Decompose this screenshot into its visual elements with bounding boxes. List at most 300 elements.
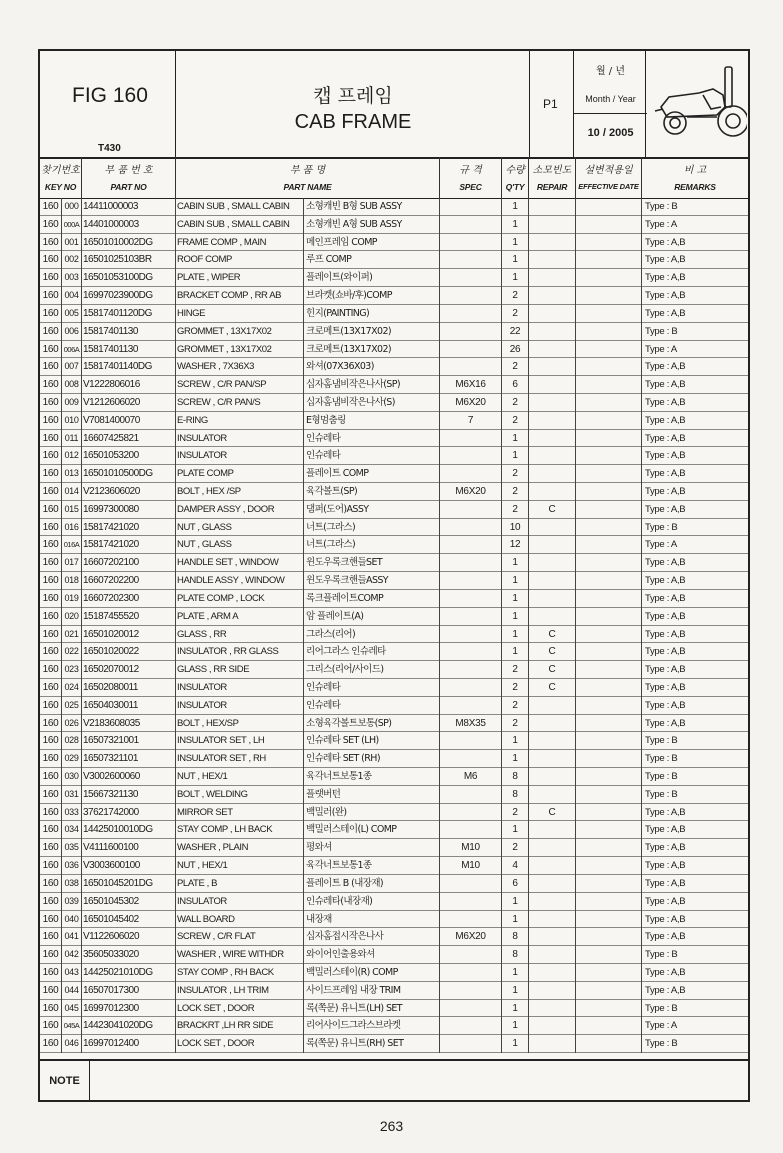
key-no-header-kr: 찾기번호 xyxy=(41,165,80,176)
spec-cell xyxy=(440,590,502,608)
repair-frequency-cell xyxy=(529,964,576,982)
part-name-en-cell: GLASS , RR SIDE xyxy=(176,661,304,679)
part-name-en-cell: BOLT , HEX /SP xyxy=(176,483,304,501)
page-number: 263 xyxy=(379,1118,404,1134)
table-row xyxy=(40,964,748,982)
table-row xyxy=(40,234,748,252)
page-label: P1 xyxy=(543,97,558,111)
spec-cell xyxy=(440,946,502,964)
remarks-cell: Type : A xyxy=(645,218,677,230)
part-number-cell: 16997012300 xyxy=(82,1000,176,1018)
part-name-kr-cell: 윈도우록크핸들SET xyxy=(304,554,440,572)
part-name-kr-cell: 십자홈접시작은나사 xyxy=(304,928,440,946)
effective-date-cell xyxy=(576,1017,642,1035)
part-name-kr-cell: 크로메트(13X17X02) xyxy=(304,341,440,359)
quantity-cell: 1 xyxy=(502,626,529,644)
table-row xyxy=(40,198,748,216)
spec-cell xyxy=(440,234,502,252)
repair-frequency-cell xyxy=(529,750,576,768)
table-row xyxy=(40,857,748,875)
effective-date-cell xyxy=(576,839,642,857)
part-name-en-cell: HINGE xyxy=(176,305,304,323)
remarks-cell: Type : B xyxy=(645,325,678,337)
table-row xyxy=(40,501,748,519)
part-name-header-kr: 부 품 명 xyxy=(289,165,326,176)
repair-frequency-cell xyxy=(529,608,576,626)
repair-frequency-cell xyxy=(529,483,576,501)
remarks-cell: Type : A,B xyxy=(645,414,686,426)
item-no-cell: 000 xyxy=(62,198,82,216)
remarks-cell: Type : B xyxy=(645,735,678,747)
part-number-cell: 16502080011 xyxy=(82,679,176,697)
part-name-en-cell: WALL BOARD xyxy=(176,911,304,929)
repair-header-kr: 소모빈도 xyxy=(532,165,572,176)
table-row xyxy=(40,821,748,839)
part-name-en-cell: ROOF COMP xyxy=(176,251,304,269)
table-row xyxy=(40,483,748,501)
remarks-cell: Type : A xyxy=(645,539,677,551)
quantity-cell: 1 xyxy=(502,251,529,269)
spec-cell: M6 xyxy=(440,768,502,786)
key-no-cell: 160 xyxy=(40,465,62,483)
part-number-cell: 35605033020 xyxy=(82,946,176,964)
key-no-cell: 160 xyxy=(40,519,62,537)
quantity-cell: 2 xyxy=(502,465,529,483)
spec-cell xyxy=(440,501,502,519)
part-name-kr-cell: 록크플레이트COMP xyxy=(304,590,440,608)
remarks-cell: Type : A,B xyxy=(645,842,686,854)
remarks-cell: Type : B xyxy=(645,788,678,800)
part-number-cell: 16997300080 xyxy=(82,501,176,519)
quantity-cell: 1 xyxy=(502,964,529,982)
part-name-kr-cell: 그라스(리어) xyxy=(304,626,440,644)
quantity-cell: 1 xyxy=(502,234,529,252)
item-no-cell: 006A xyxy=(62,341,82,359)
month-year-value: 10 / 2005 xyxy=(587,127,634,139)
spec-cell: 7 xyxy=(440,412,502,430)
part-name-en-cell: DAMPER ASSY , DOOR xyxy=(176,501,304,519)
repair-frequency-cell: C xyxy=(529,643,576,661)
key-no-cell: 160 xyxy=(40,1017,62,1035)
part-number-cell: 16507321101 xyxy=(82,750,176,768)
part-number-cell: 15817401140DG xyxy=(82,358,176,376)
item-no-cell: 044 xyxy=(62,982,82,1000)
effective-date-cell xyxy=(576,216,642,234)
effective-date-cell xyxy=(576,857,642,875)
item-no-cell: 003 xyxy=(62,269,82,287)
remarks-cell: Type : B xyxy=(645,1038,678,1050)
effective-date-cell xyxy=(576,608,642,626)
table-row xyxy=(40,394,748,412)
effective-date-cell xyxy=(576,928,642,946)
part-number-cell: 14411000003 xyxy=(82,198,176,216)
part-name-kr-cell: 백밀러스테이(L) COMP xyxy=(304,821,440,839)
remarks-cell: Type : B xyxy=(645,201,678,212)
table-row xyxy=(40,982,748,1000)
part-name-en-cell: BOLT , HEX/SP xyxy=(176,715,304,733)
effective-date-cell xyxy=(576,234,642,252)
part-name-en-cell: LOCK SET , DOOR xyxy=(176,1035,304,1053)
part-name-en-cell: BRACKRT ,LH RR SIDE xyxy=(176,1017,304,1035)
spec-cell xyxy=(440,341,502,359)
repair-frequency-cell: C xyxy=(529,626,576,644)
part-number-cell: 16504030011 xyxy=(82,697,176,715)
repair-frequency-cell xyxy=(529,768,576,786)
key-no-cell: 160 xyxy=(40,1000,62,1018)
part-number-cell: V2183608035 xyxy=(82,715,176,733)
key-no-cell: 160 xyxy=(40,786,62,804)
repair-frequency-cell xyxy=(529,269,576,287)
table-row xyxy=(40,269,748,287)
table-row xyxy=(40,412,748,430)
key-no-cell: 160 xyxy=(40,857,62,875)
part-number-cell: 16507017300 xyxy=(82,982,176,1000)
table-row xyxy=(40,1000,748,1018)
effective-date-cell xyxy=(576,768,642,786)
part-name-en-cell: INSULATOR xyxy=(176,697,304,715)
part-name-en-cell: E-RING xyxy=(176,412,304,430)
item-no-cell: 025 xyxy=(62,697,82,715)
item-no-cell: 039 xyxy=(62,893,82,911)
remarks-cell: Type : A,B xyxy=(645,236,686,248)
remarks-cell: Type : A,B xyxy=(645,860,686,872)
quantity-cell: 8 xyxy=(502,768,529,786)
spec-cell xyxy=(440,358,502,376)
quantity-cell: 1 xyxy=(502,1000,529,1018)
effective-date-cell xyxy=(576,251,642,269)
spec-cell: M6X16 xyxy=(440,376,502,394)
key-no-cell: 160 xyxy=(40,251,62,269)
effective-date-cell xyxy=(576,376,642,394)
spec-cell xyxy=(440,251,502,269)
part-name-en-cell: GROMMET , 13X17X02 xyxy=(176,341,304,359)
quantity-cell: 2 xyxy=(502,679,529,697)
spec-cell: M10 xyxy=(440,857,502,875)
repair-frequency-cell xyxy=(529,358,576,376)
part-name-kr-cell: 육각너트보통1종 xyxy=(304,857,440,875)
part-name-en-cell: HANDLE SET , WINDOW xyxy=(176,554,304,572)
key-no-cell: 160 xyxy=(40,412,62,430)
table-row xyxy=(40,928,748,946)
item-no-cell: 035 xyxy=(62,839,82,857)
repair-frequency-cell xyxy=(529,447,576,465)
remarks-cell: Type : A,B xyxy=(645,895,686,907)
item-no-cell: 021 xyxy=(62,626,82,644)
part-name-en-cell: WASHER , WIRE WITHDR xyxy=(176,946,304,964)
table-row xyxy=(40,1017,748,1035)
key-no-cell: 160 xyxy=(40,341,62,359)
part-number-cell: V3002600060 xyxy=(82,768,176,786)
remarks-cell: Type : B xyxy=(645,949,678,961)
part-number-cell: 15817401130 xyxy=(82,323,176,341)
key-no-cell: 160 xyxy=(40,875,62,893)
key-no-cell: 160 xyxy=(40,982,62,1000)
table-row xyxy=(40,554,748,572)
remarks-cell: Type : A,B xyxy=(645,272,686,284)
remarks-cell: Type : A,B xyxy=(645,628,686,640)
month-year-korean: 월 / 년 xyxy=(595,66,626,77)
part-name-kr-cell: 인슈레타 xyxy=(304,679,440,697)
spec-cell xyxy=(440,1000,502,1018)
part-name-kr-cell: 소형육각볼트보통(SP) xyxy=(304,715,440,733)
part-name-kr-cell: 너트(그라스) xyxy=(304,519,440,537)
repair-frequency-cell xyxy=(529,1017,576,1035)
repair-frequency-cell xyxy=(529,341,576,359)
spec-cell xyxy=(440,804,502,822)
remarks-cell: Type : B xyxy=(645,771,678,782)
repair-frequency-cell xyxy=(529,198,576,216)
month-year-english: Month / Year xyxy=(585,94,636,104)
remarks-cell: Type : B xyxy=(645,1002,678,1014)
part-number-cell: 14425021010DG xyxy=(82,964,176,982)
remarks-cell: Type : A,B xyxy=(645,966,686,978)
repair-frequency-cell xyxy=(529,394,576,412)
table-row xyxy=(40,430,748,448)
table-row xyxy=(40,358,748,376)
table-row xyxy=(40,251,748,269)
title-english: CAB FRAME xyxy=(294,111,412,133)
key-no-cell: 160 xyxy=(40,661,62,679)
key-no-cell: 160 xyxy=(40,679,62,697)
item-no-cell: 012 xyxy=(62,447,82,465)
key-no-cell: 160 xyxy=(40,911,62,929)
part-no-header-en: PART NO xyxy=(110,182,147,192)
key-no-cell: 160 xyxy=(40,536,62,554)
remarks-cell: Type : A,B xyxy=(645,913,686,925)
item-no-cell: 006 xyxy=(62,323,82,341)
spec-cell: M6X20 xyxy=(440,483,502,501)
part-number-cell: 15817401130 xyxy=(82,341,176,359)
part-name-kr-cell: 십자홈냄비작은나사(S) xyxy=(304,394,440,412)
effective-date-cell xyxy=(576,447,642,465)
table-row xyxy=(40,697,748,715)
spec-cell xyxy=(440,1017,502,1035)
remarks-cell: Type : A,B xyxy=(645,877,686,889)
table-row xyxy=(40,590,748,608)
part-number-cell: 14401000003 xyxy=(82,216,176,234)
part-name-kr-cell: 브라켓(쇼바/후)COMP xyxy=(304,287,440,305)
spec-cell xyxy=(440,430,502,448)
quantity-cell: 22 xyxy=(502,323,529,341)
spec-header-kr: 규 격 xyxy=(459,165,482,176)
part-name-en-cell: NUT , HEX/1 xyxy=(176,768,304,786)
effective-date-header-en: EFFECTIVE DATE xyxy=(578,182,639,191)
spec-cell xyxy=(440,893,502,911)
parts-catalog-sheet xyxy=(38,49,750,1102)
part-name-kr-cell: 록(쪽문) 유니트(RH) SET xyxy=(304,1035,440,1053)
part-number-cell: 16501020012 xyxy=(82,626,176,644)
quantity-cell: 8 xyxy=(502,786,529,804)
part-name-kr-cell: 인슈레타 xyxy=(304,697,440,715)
remarks-cell: Type : A,B xyxy=(645,290,686,302)
key-no-cell: 160 xyxy=(40,287,62,305)
remarks-header-en: REMARKS xyxy=(674,182,716,192)
remarks-cell: Type : A xyxy=(645,343,677,355)
tractor-icon xyxy=(647,51,747,157)
key-no-cell: 160 xyxy=(40,715,62,733)
spec-cell xyxy=(440,679,502,697)
table-row xyxy=(40,839,748,857)
part-name-en-cell: HANDLE ASSY , WINDOW xyxy=(176,572,304,590)
effective-date-cell xyxy=(576,305,642,323)
item-no-cell: 031 xyxy=(62,786,82,804)
remarks-cell: Type : A,B xyxy=(645,254,686,266)
key-no-cell: 160 xyxy=(40,750,62,768)
item-no-cell: 043 xyxy=(62,964,82,982)
quantity-cell: 2 xyxy=(502,287,529,305)
part-name-kr-cell: 사이드프레임 내장 TRIM xyxy=(304,982,440,1000)
repair-frequency-cell xyxy=(529,234,576,252)
item-no-cell: 004 xyxy=(62,287,82,305)
item-no-cell: 014 xyxy=(62,483,82,501)
repair-frequency-cell xyxy=(529,982,576,1000)
parts-table-body xyxy=(40,198,748,1053)
item-no-cell: 045 xyxy=(62,1000,82,1018)
part-number-cell: 16501045201DG xyxy=(82,875,176,893)
item-no-cell: 007 xyxy=(62,358,82,376)
part-number-cell: 16501025103BR xyxy=(82,251,176,269)
part-name-en-cell: CABIN SUB , SMALL CABIN xyxy=(176,216,304,234)
key-no-cell: 160 xyxy=(40,198,62,216)
effective-date-cell xyxy=(576,821,642,839)
part-name-kr-cell: 백밀러스테이(R) COMP xyxy=(304,964,440,982)
key-no-cell: 160 xyxy=(40,554,62,572)
repair-frequency-cell xyxy=(529,732,576,750)
spec-cell xyxy=(440,643,502,661)
item-no-cell: 030 xyxy=(62,768,82,786)
quantity-cell: 4 xyxy=(502,857,529,875)
key-no-cell: 160 xyxy=(40,234,62,252)
quantity-cell: 1 xyxy=(502,554,529,572)
effective-date-cell xyxy=(576,643,642,661)
quantity-cell: 1 xyxy=(502,893,529,911)
effective-date-cell xyxy=(576,1000,642,1018)
part-number-cell: 16507321001 xyxy=(82,732,176,750)
remarks-cell: Type : A,B xyxy=(645,575,686,587)
repair-frequency-cell xyxy=(529,287,576,305)
part-name-kr-cell: 플레이트 B (내장재) xyxy=(304,875,440,893)
key-no-cell: 160 xyxy=(40,483,62,501)
part-number-cell: 16501020022 xyxy=(82,643,176,661)
quantity-cell: 2 xyxy=(502,804,529,822)
table-row xyxy=(40,893,748,911)
part-name-kr-cell: 크로메트(13X17X02) xyxy=(304,323,440,341)
item-no-cell: 033 xyxy=(62,804,82,822)
effective-date-cell xyxy=(576,679,642,697)
part-number-cell: 15817401120DG xyxy=(82,305,176,323)
part-number-cell: 16502070012 xyxy=(82,661,176,679)
part-number-cell: 16607202300 xyxy=(82,590,176,608)
table-row xyxy=(40,786,748,804)
quantity-cell: 6 xyxy=(502,875,529,893)
part-number-cell: V7081400070 xyxy=(82,412,176,430)
spec-cell xyxy=(440,732,502,750)
quantity-cell: 2 xyxy=(502,305,529,323)
repair-frequency-cell xyxy=(529,590,576,608)
repair-frequency-cell xyxy=(529,1035,576,1053)
spec-cell xyxy=(440,875,502,893)
part-name-en-cell: PLATE , WIPER xyxy=(176,269,304,287)
key-no-cell: 160 xyxy=(40,732,62,750)
key-no-cell: 160 xyxy=(40,821,62,839)
part-name-en-cell: PLATE COMP , LOCK xyxy=(176,590,304,608)
remarks-cell: Type : A,B xyxy=(645,984,686,996)
part-number-cell: 14423041020DG xyxy=(82,1017,176,1035)
part-no-header xyxy=(82,157,176,198)
effective-date-cell xyxy=(576,287,642,305)
quantity-cell: 2 xyxy=(502,412,529,430)
sheet-header xyxy=(40,51,748,159)
part-name-header-en: PART NAME xyxy=(283,182,332,192)
effective-date-cell xyxy=(576,198,642,216)
remarks-cell: Type : A,B xyxy=(645,681,686,693)
quantity-cell: 1 xyxy=(502,198,529,216)
effective-date-cell xyxy=(576,323,642,341)
repair-frequency-cell xyxy=(529,554,576,572)
part-name-kr-cell: 평와셔 xyxy=(304,839,440,857)
effective-date-cell xyxy=(576,964,642,982)
effective-date-cell xyxy=(576,483,642,501)
spec-cell xyxy=(440,287,502,305)
quantity-cell: 12 xyxy=(502,536,529,554)
quantity-cell: 1 xyxy=(502,911,529,929)
qty-header-en: Q'TY xyxy=(505,182,525,192)
key-no-header xyxy=(40,157,82,198)
effective-date-cell xyxy=(576,982,642,1000)
key-no-cell: 160 xyxy=(40,1035,62,1053)
part-name-kr-cell: 루프 COMP xyxy=(304,251,440,269)
part-number-cell: V4111600100 xyxy=(82,839,176,857)
quantity-cell: 1 xyxy=(502,982,529,1000)
repair-frequency-cell xyxy=(529,305,576,323)
remarks-cell: Type : B xyxy=(645,521,678,533)
key-no-cell: 160 xyxy=(40,964,62,982)
repair-frequency-cell xyxy=(529,857,576,875)
table-row xyxy=(40,679,748,697)
quantity-cell: 8 xyxy=(502,928,529,946)
table-row xyxy=(40,572,748,590)
repair-frequency-cell xyxy=(529,251,576,269)
part-name-kr-cell: 인슈레타 SET (RH) xyxy=(304,750,440,768)
table-row xyxy=(40,661,748,679)
item-no-cell: 011 xyxy=(62,430,82,448)
table-row xyxy=(40,536,748,554)
part-name-en-cell: INSULATOR SET , RH xyxy=(176,750,304,768)
spec-cell xyxy=(440,198,502,216)
spec-cell xyxy=(440,964,502,982)
repair-frequency-cell xyxy=(529,376,576,394)
repair-frequency-cell xyxy=(529,697,576,715)
item-no-cell: 000A xyxy=(62,216,82,234)
item-no-cell: 042 xyxy=(62,946,82,964)
repair-frequency-cell xyxy=(529,412,576,430)
illustration-cell xyxy=(646,51,748,157)
repair-frequency-cell xyxy=(529,911,576,929)
repair-frequency-cell xyxy=(529,946,576,964)
quantity-cell: 2 xyxy=(502,839,529,857)
item-no-cell: 041 xyxy=(62,928,82,946)
part-number-cell: 16607202100 xyxy=(82,554,176,572)
remarks-cell: Type : A,B xyxy=(645,432,686,444)
remarks-header xyxy=(642,157,748,198)
repair-frequency-cell xyxy=(529,216,576,234)
item-no-cell: 024 xyxy=(62,679,82,697)
quantity-cell: 26 xyxy=(502,341,529,359)
spec-cell xyxy=(440,447,502,465)
item-no-cell: 023 xyxy=(62,661,82,679)
part-name-en-cell: INSULATOR xyxy=(176,893,304,911)
key-no-cell: 160 xyxy=(40,376,62,394)
